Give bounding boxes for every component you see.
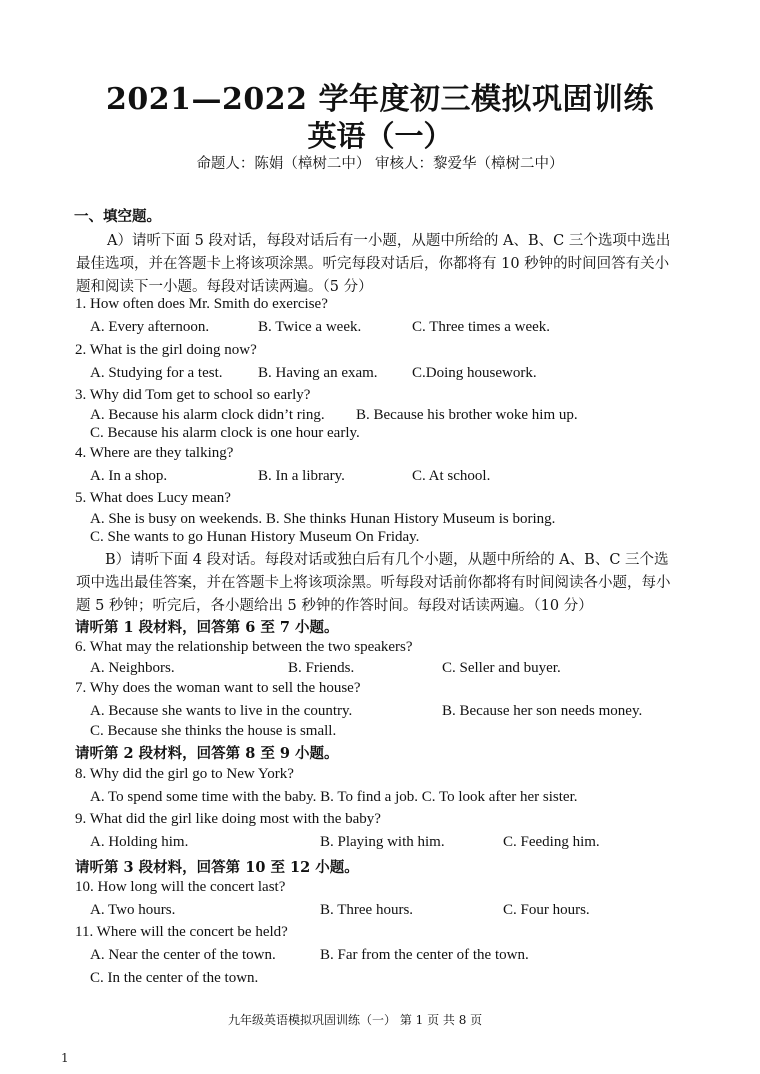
option-c: C. Because she thinks the house is small. [90,723,337,739]
option-ab: A. She is busy on weekends. B. She thinks Hunan History Museum is boring. [90,511,556,527]
option-c: C. Seller and buyer. [442,660,561,676]
exam-title: 2021—2022 学年度初三模拟巩固训练 [106,82,654,117]
part-a-instruction: A）请听下面 5 段对话，每段对话后有一小题，从题中所给的 A、B、C 三个选项中选出 [107,233,671,249]
option-a: A. Studying for a test. [90,365,223,381]
question-10: 10. How long will the concert last? [75,879,286,895]
option-a: A. Because she wants to live in the country. [90,703,353,719]
option-b: B. Friends. [288,660,355,676]
option-b: B. Three hours. [320,902,414,918]
question-7: 7. Why does the woman want to sell the house? [75,680,361,696]
page-footer: 九年级英语模拟巩固训练（一） 第 1 页 共 8 页 [228,1013,483,1027]
authors-line: 命题人：陈娟（樟树二中） 审核人：黎爱华（樟树二中） [196,156,564,172]
option-c: C.Doing housework. [412,365,537,381]
part-b-instruction: 项中选出最佳答案，并在答题卡上将该项涂黑。听每段对话前你都将有时间阅读各小题，每小 [76,575,671,591]
option-b: B. Playing with him. [320,834,445,850]
material-heading: 请听第 2 段材料，回答第 8 至 9 小题。 [75,745,339,762]
part-a-instruction: 题和阅读下一小题。每段对话读两遍。（5 分） [76,279,373,295]
option-b: B. In a library. [258,468,345,484]
option-c: C. Feeding him. [503,834,600,850]
option-c: C. Because his alarm clock is one hour early. [90,425,360,441]
option-c: C. In the center of the town. [90,970,259,986]
option-b: B. Because her son needs money. [442,703,643,719]
option-a: A. Near the center of the town. [90,947,276,963]
page-number: 1 [61,1051,69,1065]
option-b: B. Because his brother woke him up. [356,407,578,423]
option-c: C. She wants to go Hunan History Museum On Friday. [90,529,420,545]
question-4: 4. Where are they talking? [75,445,234,461]
option-a: A. Every afternoon. [90,319,210,335]
option-a: A. Neighbors. [90,660,175,676]
option-a: A. Because his alarm clock didn’t ring. [90,407,325,423]
part-b-instruction: B）请听下面 4 段对话。每段对话或独白后有几个小题，从题中所给的 A、B、C 三个选 [105,552,669,568]
part-b-instruction: 题 5 秒钟；听完后，各小题给出 5 秒钟的作答时间。每段对话读两遍。（10 分） [76,598,593,614]
option-a: A. In a shop. [90,468,168,484]
material-heading: 请听第 1 段材料，回答第 6 至 7 小题。 [75,619,339,636]
question-3: 3. Why did Tom get to school so early? [75,387,311,403]
option-c: C. Three times a week. [412,319,551,335]
options-abc: A. To spend some time with the baby. B. To find a job. C. To look after her sister. [90,789,578,805]
option-b: B. Far from the center of the town. [320,947,529,963]
part-a-instruction: 最佳选项，并在答题卡上将该项涂黑。听完每段对话后，你都将有 10 秒钟的时间回答有关小 [76,256,670,272]
option-c: C. Four hours. [503,902,590,918]
option-c: C. At school. [412,468,491,484]
option-a: A. Holding him. [90,834,189,850]
question-9: 9. What did the girl like doing most with the baby? [75,811,381,827]
option-b: B. Having an exam. [258,365,378,381]
exam-subtitle: 英语（一） [307,119,453,153]
option-b: B. Twice a week. [258,319,362,335]
question-6: 6. What may the relationship between the two speakers? [75,639,413,655]
question-2: 2. What is the girl doing now? [75,342,257,358]
question-1: 1. How often does Mr. Smith do exercise? [75,296,328,312]
question-8: 8. Why did the girl go to New York? [75,766,294,782]
section-heading: 一、填空题。 [74,208,161,225]
question-11: 11. Where will the concert be held? [75,924,288,940]
option-a: A. Two hours. [90,902,176,918]
question-5: 5. What does Lucy mean? [75,490,231,506]
material-heading: 请听第 3 段材料，回答第 10 至 12 小题。 [75,859,359,876]
